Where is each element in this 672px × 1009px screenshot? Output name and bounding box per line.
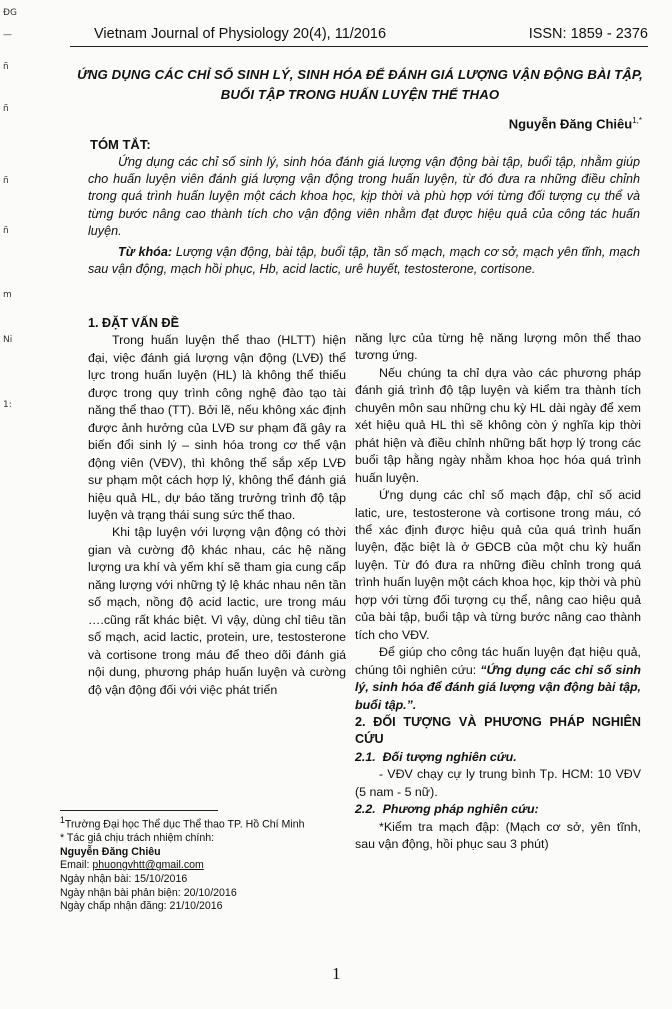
paragraph-continued: năng lực của từng hệ năng lượng môn thể thao tương ứng.	[355, 331, 641, 363]
page-number: 1	[332, 964, 341, 983]
affiliation-text: Trường Đại học Thể dục Thể thao TP. Hồ Chí Minh	[64, 818, 305, 831]
margin-mark: ñ	[3, 176, 9, 186]
author-affiliation-mark: 1,*	[632, 116, 642, 125]
right-column	[355, 330, 641, 854]
journal-name: Vietnam Journal of Physiology 20(4), 11/2016	[94, 26, 387, 42]
paragraph: Nếu chúng ta chỉ dựa vào các phương pháp đánh giá trình độ tập luyện và kiểm tra thành tích chuyên môn sau những chu kỳ HL dài ngày để xem xét hiệu quả HL thì sẽ không còn ý nghĩa kịp thời phát hiện và điều chỉnh những bất hợp lý trong các buổi tập hằng ngày nhằm khoa học hóa quá trình huấn luyện.	[355, 365, 641, 485]
scan-margin-marks	[0, 0, 16, 1009]
section-2-heading: 2. ĐỐI TƯỢNG VÀ PHƯƠNG PHÁP NGHIÊN CỨU	[355, 714, 641, 747]
issn: ISSN: 1859 - 2376	[528, 26, 648, 42]
paragraph: *Kiểm tra mạch đập: (Mạch cơ sở, yên tĩnh, sau vận động, hồi phục sau 3 phút)	[355, 819, 641, 852]
email-line	[60, 859, 320, 873]
keywords	[88, 244, 640, 278]
article-title: ỨNG DỤNG CÁC CHỈ SỐ SINH LÝ, SINH HÓA ĐỂ ĐÁNH GIÁ LƯỢNG VẬN ĐỘNG BÀI TẬP, BUỔI TẬP TRONG HUẤN LUYỆN THỂ THAO	[77, 67, 643, 102]
margin-mark: 1:	[3, 400, 12, 410]
paragraph	[355, 644, 641, 714]
abstract-heading: TÓM TẮT:	[90, 137, 151, 152]
author	[509, 116, 642, 131]
abstract-text: Ứng dụng các chỉ số sinh lý, sinh hóa đánh giá lượng vận động bài tập, buổi tập, nhằm giúp cho huấn luyện viên đánh giá lượng vận động trong huấn luyện, từ đó đưa ra những điều chỉnh trong quá trình huấn luyện một cách khoa học, kịp thời và phù hợp với từng đối tượng cụ thể và từng bước nâng cao thành tích cho vận động viên nhằm đạt được hiệu quả của công tác huấn luyện.	[88, 155, 640, 238]
footnote-rule	[60, 810, 218, 811]
subsection-title: Đối tượng nghiên cứu.	[382, 749, 517, 764]
subsection-number: 2.1.	[355, 749, 376, 764]
keywords-text: Lượng vận động, bài tập, buổi tập, tần số mạch, mạch cơ sở, mạch yên tĩnh, mạch sau vận động, mạch hồi phục, Hb, acid lactic, urê huyết, testosterone, cortisone.	[88, 245, 640, 277]
accepted-date: Ngày chấp nhận đăng: 21/10/2016	[60, 900, 223, 913]
received-date: Ngày nhận bài: 15/10/2016	[60, 872, 188, 885]
author-name: Nguyễn Đăng Chiêu	[508, 116, 633, 132]
footnotes	[60, 814, 320, 914]
affiliation	[60, 814, 320, 832]
section-1-heading: 1. ĐẶT VẤN ĐỀ	[88, 316, 179, 330]
corresponding-label: * Tác giả chịu trách nhiệm chính:	[60, 832, 215, 845]
left-column	[88, 315, 346, 699]
subsection-2-1-heading	[355, 749, 641, 766]
review-date: Ngày nhận bài phản biện: 20/10/2016	[60, 886, 237, 899]
margin-mark: m	[3, 290, 12, 300]
subsection-number: 2.2.	[355, 802, 376, 817]
subsection-2-2-heading	[355, 801, 641, 818]
study-title-quote: “Ứng dụng các chỉ số sinh lý, sinh hóa để đánh giá lượng vận động bài tập, buổi tập.”.	[355, 662, 641, 712]
paragraph: Ứng dụng các chỉ số mạch đập, chỉ số acid latic, ure, testosterone và cortisone trong máu, có thể xác định được hiệu quả của quá trình huấn luyện, đặc biệt là ở GĐCB của một chu kỳ huấn luyện. Từ đó đưa ra những điều chỉnh trong quá trình huấn luyện một cách khoa học, kịp thời và phù hợp với từng đối tượng cụ thể, nâng cao hiệu quả của bài tập, buổi tập và từng bước nâng cao thành tích cho VĐV.	[355, 488, 641, 642]
margin-mark: ñ	[3, 226, 9, 236]
email-label: Email:	[60, 859, 90, 872]
subsection-title: Phương pháp nghiên cứu:	[382, 802, 539, 817]
affiliation-mark: 1	[60, 815, 65, 825]
corresponding-name: Nguyễn Đăng Chiêu	[60, 845, 161, 858]
margin-mark: ĐG	[3, 8, 17, 18]
keywords-label: Từ khóa:	[118, 245, 173, 259]
margin-mark: Ni	[3, 335, 13, 345]
paragraph: Trong huấn luyện thể thao (HLTT) hiện đại, việc đánh giá lượng vận động (LVĐ) thể lực trong huấn luyện (HL) là không thể thiếu được trong quy trình công nghệ đào tạo tài năng thể thao (TT). Bởi lẽ, nếu không xác định được ảnh hưởng của LVĐ sư phạm đã gây ra biến đổi sinh lý – sinh hóa trong cơ thể vận động viên (VĐV), thì không thể sắp xếp LVĐ sư phạm một cách hợp lý, không thể đánh giá hiệu quả HL, dự báo tăng trưởng trình độ tập luyện và trạng thái sung sức thể thao.	[88, 333, 346, 522]
email-link[interactable]: phuongvhtt@gmail.com	[92, 859, 204, 872]
margin-mark: ñ	[3, 104, 9, 114]
paragraph: Khi tập luyện với lượng vận động có thời gian và cường độ khác nhau, các hệ năng lượng ưa khí và yếm khí sẽ tham gia cung cấp năng lượng với những tỷ lệ khác nhau nên tần số mạch, nồng độ acid lactic, ure trong máu ….cũng rất khác biệt. Vì vậy, dùng chỉ tiêu tần số mạch, acid lactic, protein, ure, testosterone và cortisone trong máu để theo dõi đánh giá nội dung, phương pháp huấn luyện và cường độ vận động đối với việc phát triển	[88, 525, 346, 697]
running-header	[70, 24, 648, 47]
margin-mark: —	[3, 30, 12, 40]
margin-mark: ñ	[3, 62, 9, 72]
paragraph: - VĐV chạy cự ly trung bình Tp. HCM: 10 VĐV (5 nam - 5 nữ).	[355, 767, 641, 799]
paragraph-lead: Để giúp cho công tác huấn luyện đạt hiệu quả, chúng tôi nghiên cứu:	[355, 645, 641, 677]
